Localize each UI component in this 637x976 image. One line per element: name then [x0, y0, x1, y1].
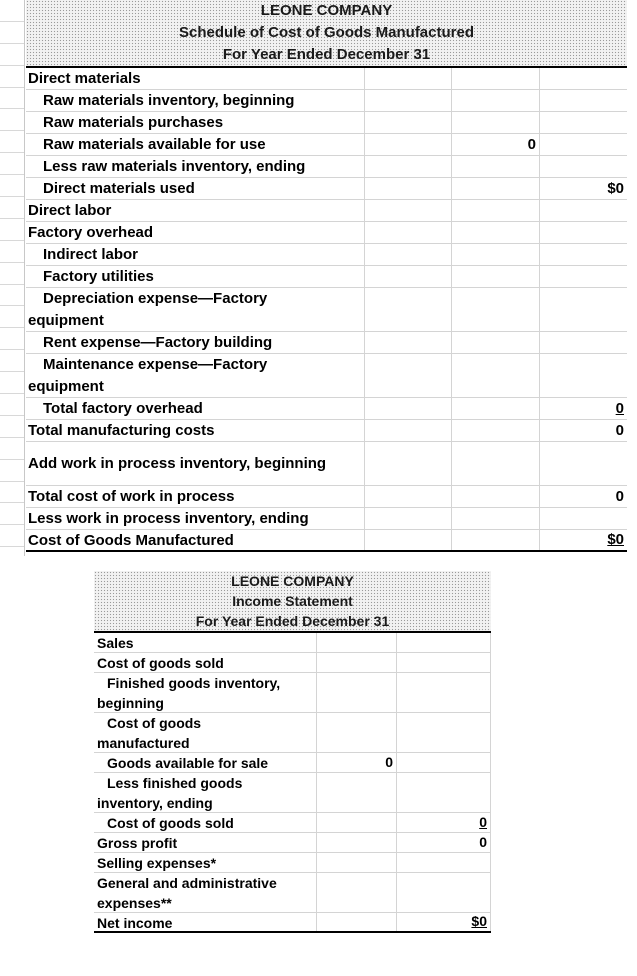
cell-value[interactable]: 0: [527, 136, 536, 153]
cogm-period: For Year Ended December 31: [222, 46, 431, 63]
row-label: Less finished goods: [107, 775, 243, 791]
cell-value[interactable]: 0: [615, 400, 624, 417]
income-title: Income Statement: [232, 593, 353, 609]
table-row[interactable]: [94, 673, 491, 713]
row-label: Gross profit: [97, 835, 178, 851]
row-label: Depreciation expense—Factory: [43, 290, 268, 307]
cogm-title: Schedule of Cost of Goods Manufactured: [178, 24, 474, 41]
cell-value[interactable]: 0: [385, 754, 393, 770]
table-row[interactable]: [94, 813, 491, 833]
table-row[interactable]: [26, 354, 627, 398]
row-label-wrap: equipment: [28, 312, 104, 329]
row-label: Less work in process inventory, ending: [28, 510, 309, 527]
table-row[interactable]: [26, 420, 627, 442]
table-row[interactable]: [94, 633, 491, 653]
row-label: Maintenance expense—Factory: [43, 356, 268, 373]
table-row[interactable]: [26, 200, 627, 222]
table-row[interactable]: [94, 753, 491, 773]
table-row[interactable]: [26, 442, 627, 486]
table-row[interactable]: [94, 913, 491, 933]
row-label: Selling expenses*: [97, 855, 217, 871]
table-row[interactable]: [26, 508, 627, 530]
row-label: Cost of goods sold: [97, 655, 224, 671]
table-row[interactable]: [94, 713, 491, 753]
row-label: Goods available for sale: [107, 755, 269, 771]
cell-value[interactable]: 0: [479, 834, 487, 850]
cell-value[interactable]: 0: [479, 814, 487, 830]
row-label-wrap: beginning: [97, 695, 164, 711]
table-row[interactable]: [26, 112, 627, 134]
cogm-company: LEONE COMPANY: [260, 2, 393, 19]
table-row[interactable]: [26, 266, 627, 288]
table-row[interactable]: [26, 156, 627, 178]
row-label: Add work in process inventory, beginning: [28, 455, 327, 472]
row-label-wrap: inventory, ending: [97, 795, 213, 811]
table-row[interactable]: [26, 222, 627, 244]
row-label: Sales: [97, 635, 134, 651]
table-row[interactable]: [26, 90, 627, 112]
table-row[interactable]: [94, 853, 491, 873]
row-label: Total manufacturing costs: [28, 422, 215, 439]
row-label: Net income: [97, 915, 173, 931]
table-row[interactable]: [94, 773, 491, 813]
row-label: Cost of goods: [107, 715, 202, 731]
row-label: General and administrative: [97, 875, 277, 891]
row-label: Raw materials inventory, beginning: [43, 92, 295, 109]
income-company: LEONE COMPANY: [231, 573, 354, 589]
table-row[interactable]: [26, 244, 627, 266]
row-label: Raw materials purchases: [43, 114, 224, 131]
table-row[interactable]: [94, 833, 491, 853]
row-label: Total cost of work in process: [28, 488, 235, 505]
cell-value[interactable]: $0: [607, 531, 624, 548]
table-row[interactable]: [26, 178, 627, 200]
row-gutter: [0, 0, 25, 556]
table-row[interactable]: [26, 530, 627, 552]
cell-value[interactable]: $0: [471, 913, 487, 929]
row-label: Direct materials: [28, 70, 141, 87]
row-label: Raw materials available for use: [43, 136, 266, 153]
row-label: Factory overhead: [28, 224, 154, 241]
row-label-wrap: expenses**: [97, 895, 172, 911]
table-row[interactable]: [26, 486, 627, 508]
cell-value[interactable]: 0: [615, 422, 624, 439]
income-header: [94, 571, 491, 633]
row-label: Cost of goods sold: [107, 815, 234, 831]
table-row[interactable]: [94, 873, 491, 913]
table-row[interactable]: [26, 134, 627, 156]
row-label: Rent expense—Factory building: [43, 334, 273, 351]
row-label: Finished goods inventory,: [107, 675, 281, 691]
row-label: Indirect labor: [43, 246, 139, 263]
row-label-wrap: equipment: [28, 378, 104, 395]
row-label: Less raw materials inventory, ending: [43, 158, 306, 175]
row-label-wrap: manufactured: [97, 735, 190, 751]
income-body: [94, 633, 491, 933]
cogm-header: [26, 0, 627, 68]
cell-value[interactable]: $0: [607, 180, 624, 197]
row-label: Cost of Goods Manufactured: [28, 532, 234, 549]
cell-value[interactable]: 0: [615, 488, 624, 505]
table-row[interactable]: [26, 332, 627, 354]
table-row[interactable]: [26, 288, 627, 332]
income-period: For Year Ended December 31: [195, 613, 390, 629]
table-row[interactable]: [26, 398, 627, 420]
row-label: Direct labor: [28, 202, 112, 219]
cogm-body: [26, 68, 627, 552]
row-label: Total factory overhead: [43, 400, 203, 417]
income-statement: [94, 571, 491, 933]
row-label: Direct materials used: [43, 180, 195, 197]
table-row[interactable]: [94, 653, 491, 673]
row-label: Factory utilities: [43, 268, 154, 285]
table-row[interactable]: [26, 68, 627, 90]
